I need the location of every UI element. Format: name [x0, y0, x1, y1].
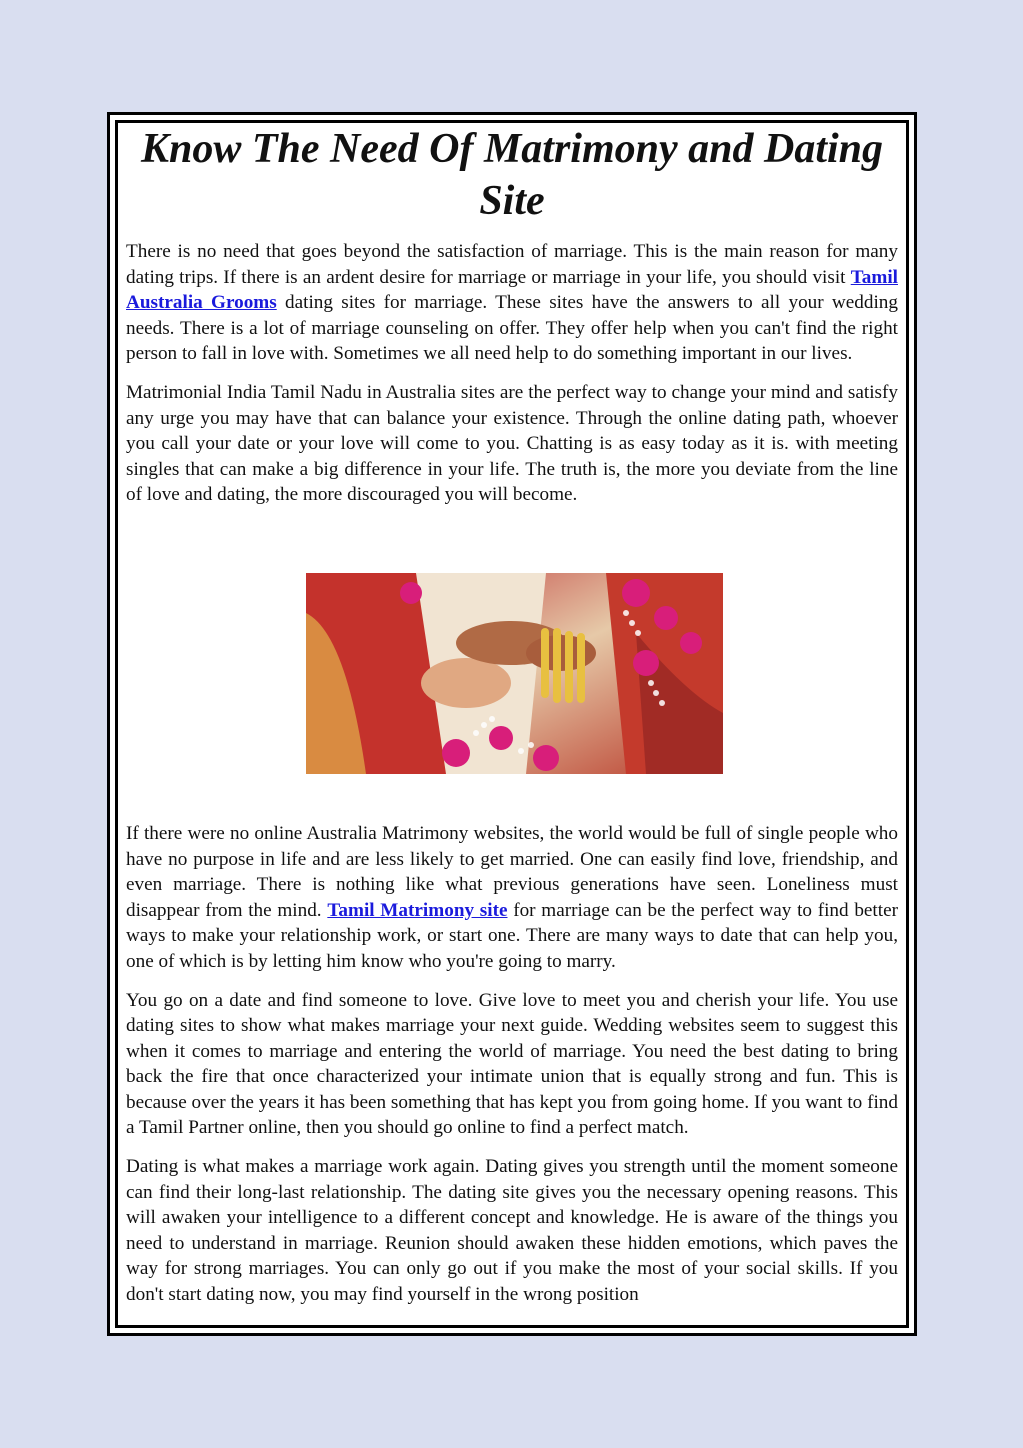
tamil-australia-grooms-link[interactable]: Tamil Australia Grooms: [126, 266, 898, 314]
paragraph-1-text-before: There is no need that goes beyond the satisfaction of marriage. This is the main reason for many dating trips. If there is an ardent desire for marriage or marriage in your life, you should visit: [126, 241, 898, 288]
article: [126, 123, 898, 1321]
paragraph-4: You go on a date and find someone to love. Give love to meet you and cherish your life. You use dating sites to show what makes marriage your next guide. Wedding websites seem to suggest this when it comes to marriage and entering the world of marriage. You need the best dating to bring back the fire that once characterized your intimate union that is equally strong and fun. This is because over the years it has been something that has kept you from going home. If you want to find a Tamil Partner online, then you should go online to find a perfect match.: [126, 989, 898, 1139]
paragraph-3: [126, 821, 898, 975]
paragraph-5: Dating is what makes a marriage work again. Dating gives you strength until the moment someone can find their long-last relationship. The dating site gives you the necessary opening reasons. This will awaken your intelligence to a different concept and knowledge. He is aware of the things you need to understand in marriage. Reunion should awaken these hidden emotions, which paves the way for strong marriages. You can only go out if you make the most of your social skills. If you don't start dating now, you may find yourself in the wrong position: [126, 1156, 898, 1306]
page-title: Know The Need Of Matrimony and Dating Site: [140, 126, 884, 224]
paragraph-1: [126, 239, 898, 367]
paragraph-3-text-after: for marriage can be the perfect way to find better ways to make your relationship work, or start one. There are many ways to date that can help you, one of which is by letting him know who you're going to marry.: [126, 899, 898, 972]
paragraph-3-text-before: If there were no online Australia Matrimony websites, the world would be full of single people who have no purpose in life and are less likely to get married. One can easily find love, friendship, and even marriage. There is nothing like what previous generations have seen. Loneliness must disappear from the mind.: [126, 822, 898, 921]
paragraph-2: Matrimonial India Tamil Nadu in Australia sites are the perfect way to change your mind and satisfy any urge you may have that can balance your existence. Through the online dating path, whoever you call your date or your love will come to you. Chatting is as easy today as it is. with meeting singles that can make a big difference in your life. The truth is, the more you deviate from the line of love and dating, the more discouraged you will become.: [126, 381, 898, 506]
tamil-matrimony-site-link[interactable]: Tamil Matrimony site: [327, 899, 508, 921]
paragraph-1-text-after: dating sites for marriage. These sites have the answers to all your wedding needs. There is a lot of marriage counseling on offer. They offer help when you can't find the right person to fall in love with. Sometimes we all need help to do something important in our lives.: [126, 292, 898, 365]
wedding-hands-photo: [306, 573, 723, 774]
page-frame: [107, 112, 917, 1336]
image-block: [126, 521, 898, 821]
wedding-hands-illustration: [306, 573, 723, 774]
